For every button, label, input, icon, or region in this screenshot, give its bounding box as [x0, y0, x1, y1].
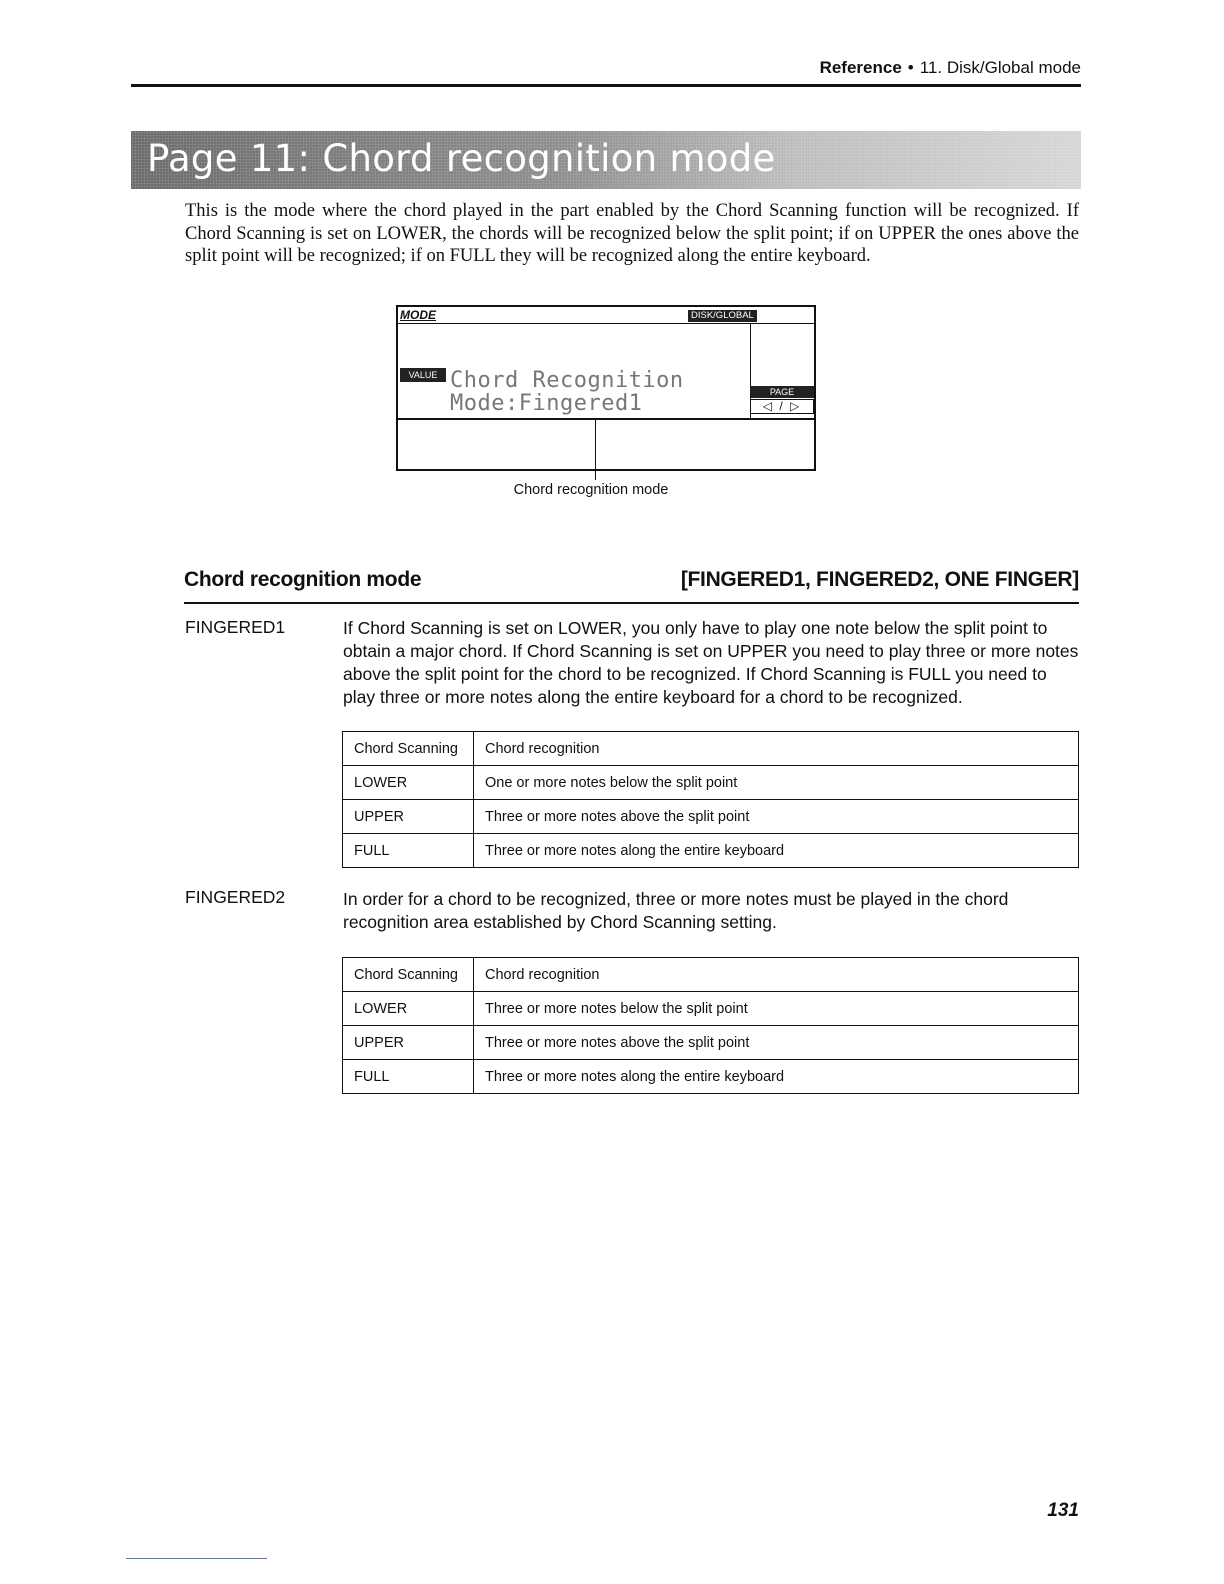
intro-paragraph: This is the mode where the chord played in the part enabled by the Chord Scanning function will be recognized. If Chord Scanning is set on LOWER, the chords will be recognized below the split point; if on UPPER the ones above the split point will be recognized; if on FULL they will be recognized along the entire keyboard. [185, 201, 1079, 266]
lcd-line-1: Chord Recognition [450, 368, 684, 393]
table-header-cell: Chord recognition [474, 732, 1079, 766]
table-cell: Three or more notes along the entire keyboard [474, 1060, 1079, 1094]
footer-rule [126, 1558, 267, 1559]
desc-fingered1: If Chord Scanning is set on LOWER, you only have to play one note below the split point to obtain a major chord. If Chord Scanning is set on UPPER you need to play three or more notes above the split point for the chord to be recognized. If Chord Scanning is FULL you need to play three or more notes along the entire keyboard for a chord to be recognized. [343, 618, 1079, 707]
table-cell: Three or more notes above the split point [474, 800, 1079, 834]
term-fingered2: FINGERED2 [185, 887, 286, 907]
table-row [343, 1026, 1079, 1060]
header-section: Reference [819, 58, 902, 77]
lcd-divider-top [398, 323, 814, 324]
section-title: Chord recognition mode [184, 568, 422, 591]
page-banner [131, 131, 1081, 189]
table-header-row [343, 732, 1079, 766]
table-header-cell: Chord recognition [474, 958, 1079, 992]
page-number: 131 [1047, 1500, 1079, 1521]
table-fingered1 [342, 731, 1079, 868]
lcd-value-tag: VALUE [400, 368, 446, 382]
term-fingered1: FINGERED1 [185, 617, 286, 637]
header-chapter: 11. Disk/Global mode [919, 58, 1081, 77]
lcd-page-control [750, 386, 814, 416]
table-fingered2 [342, 957, 1079, 1094]
table-cell: FULL [343, 834, 474, 868]
table-cell: FULL [343, 1060, 474, 1094]
table-row [343, 834, 1079, 868]
table-cell: UPPER [343, 800, 474, 834]
table-row [343, 1060, 1079, 1094]
table-row [343, 766, 1079, 800]
table-header-row [343, 958, 1079, 992]
table-cell: One or more notes below the split point [474, 766, 1079, 800]
table-cell: UPPER [343, 1026, 474, 1060]
desc-fingered2: In order for a chord to be recognized, three or more notes must be played in the chord recognition area established by Chord Scanning setting. [343, 889, 1009, 932]
lcd-disk-global-tag: DISK/GLOBAL [688, 310, 757, 322]
running-header [820, 58, 1081, 78]
table-cell: Three or more notes above the split point [474, 1026, 1079, 1060]
header-bullet: • [907, 58, 914, 77]
table-cell: Three or more notes along the entire keyboard [474, 834, 1079, 868]
table-row [343, 992, 1079, 1026]
section-rule [184, 602, 1079, 604]
section-range: [FINGERED1, FINGERED2, ONE FINGER] [680, 568, 1079, 591]
lcd-page-tag: PAGE [750, 386, 814, 398]
lcd-line-2: Mode:Fingered1 [450, 391, 643, 416]
table-header-cell: Chord Scanning [343, 732, 474, 766]
table-row [343, 800, 1079, 834]
lcd-divider-bottom [398, 418, 814, 420]
lcd-mode-label: MODE [400, 308, 436, 322]
table-header-cell: Chord Scanning [343, 958, 474, 992]
table-cell: LOWER [343, 992, 474, 1026]
page-title: Page 11: Chord recognition mode [147, 137, 776, 180]
table-cell: Three or more notes below the split point [474, 992, 1079, 1026]
callout-line [595, 418, 596, 480]
lcd-caption: Chord recognition mode [513, 482, 669, 498]
table-cell: LOWER [343, 766, 474, 800]
header-rule [131, 84, 1081, 87]
lcd-display [396, 305, 816, 471]
page-arrows-icon: ◁ / ▷ [750, 399, 814, 414]
